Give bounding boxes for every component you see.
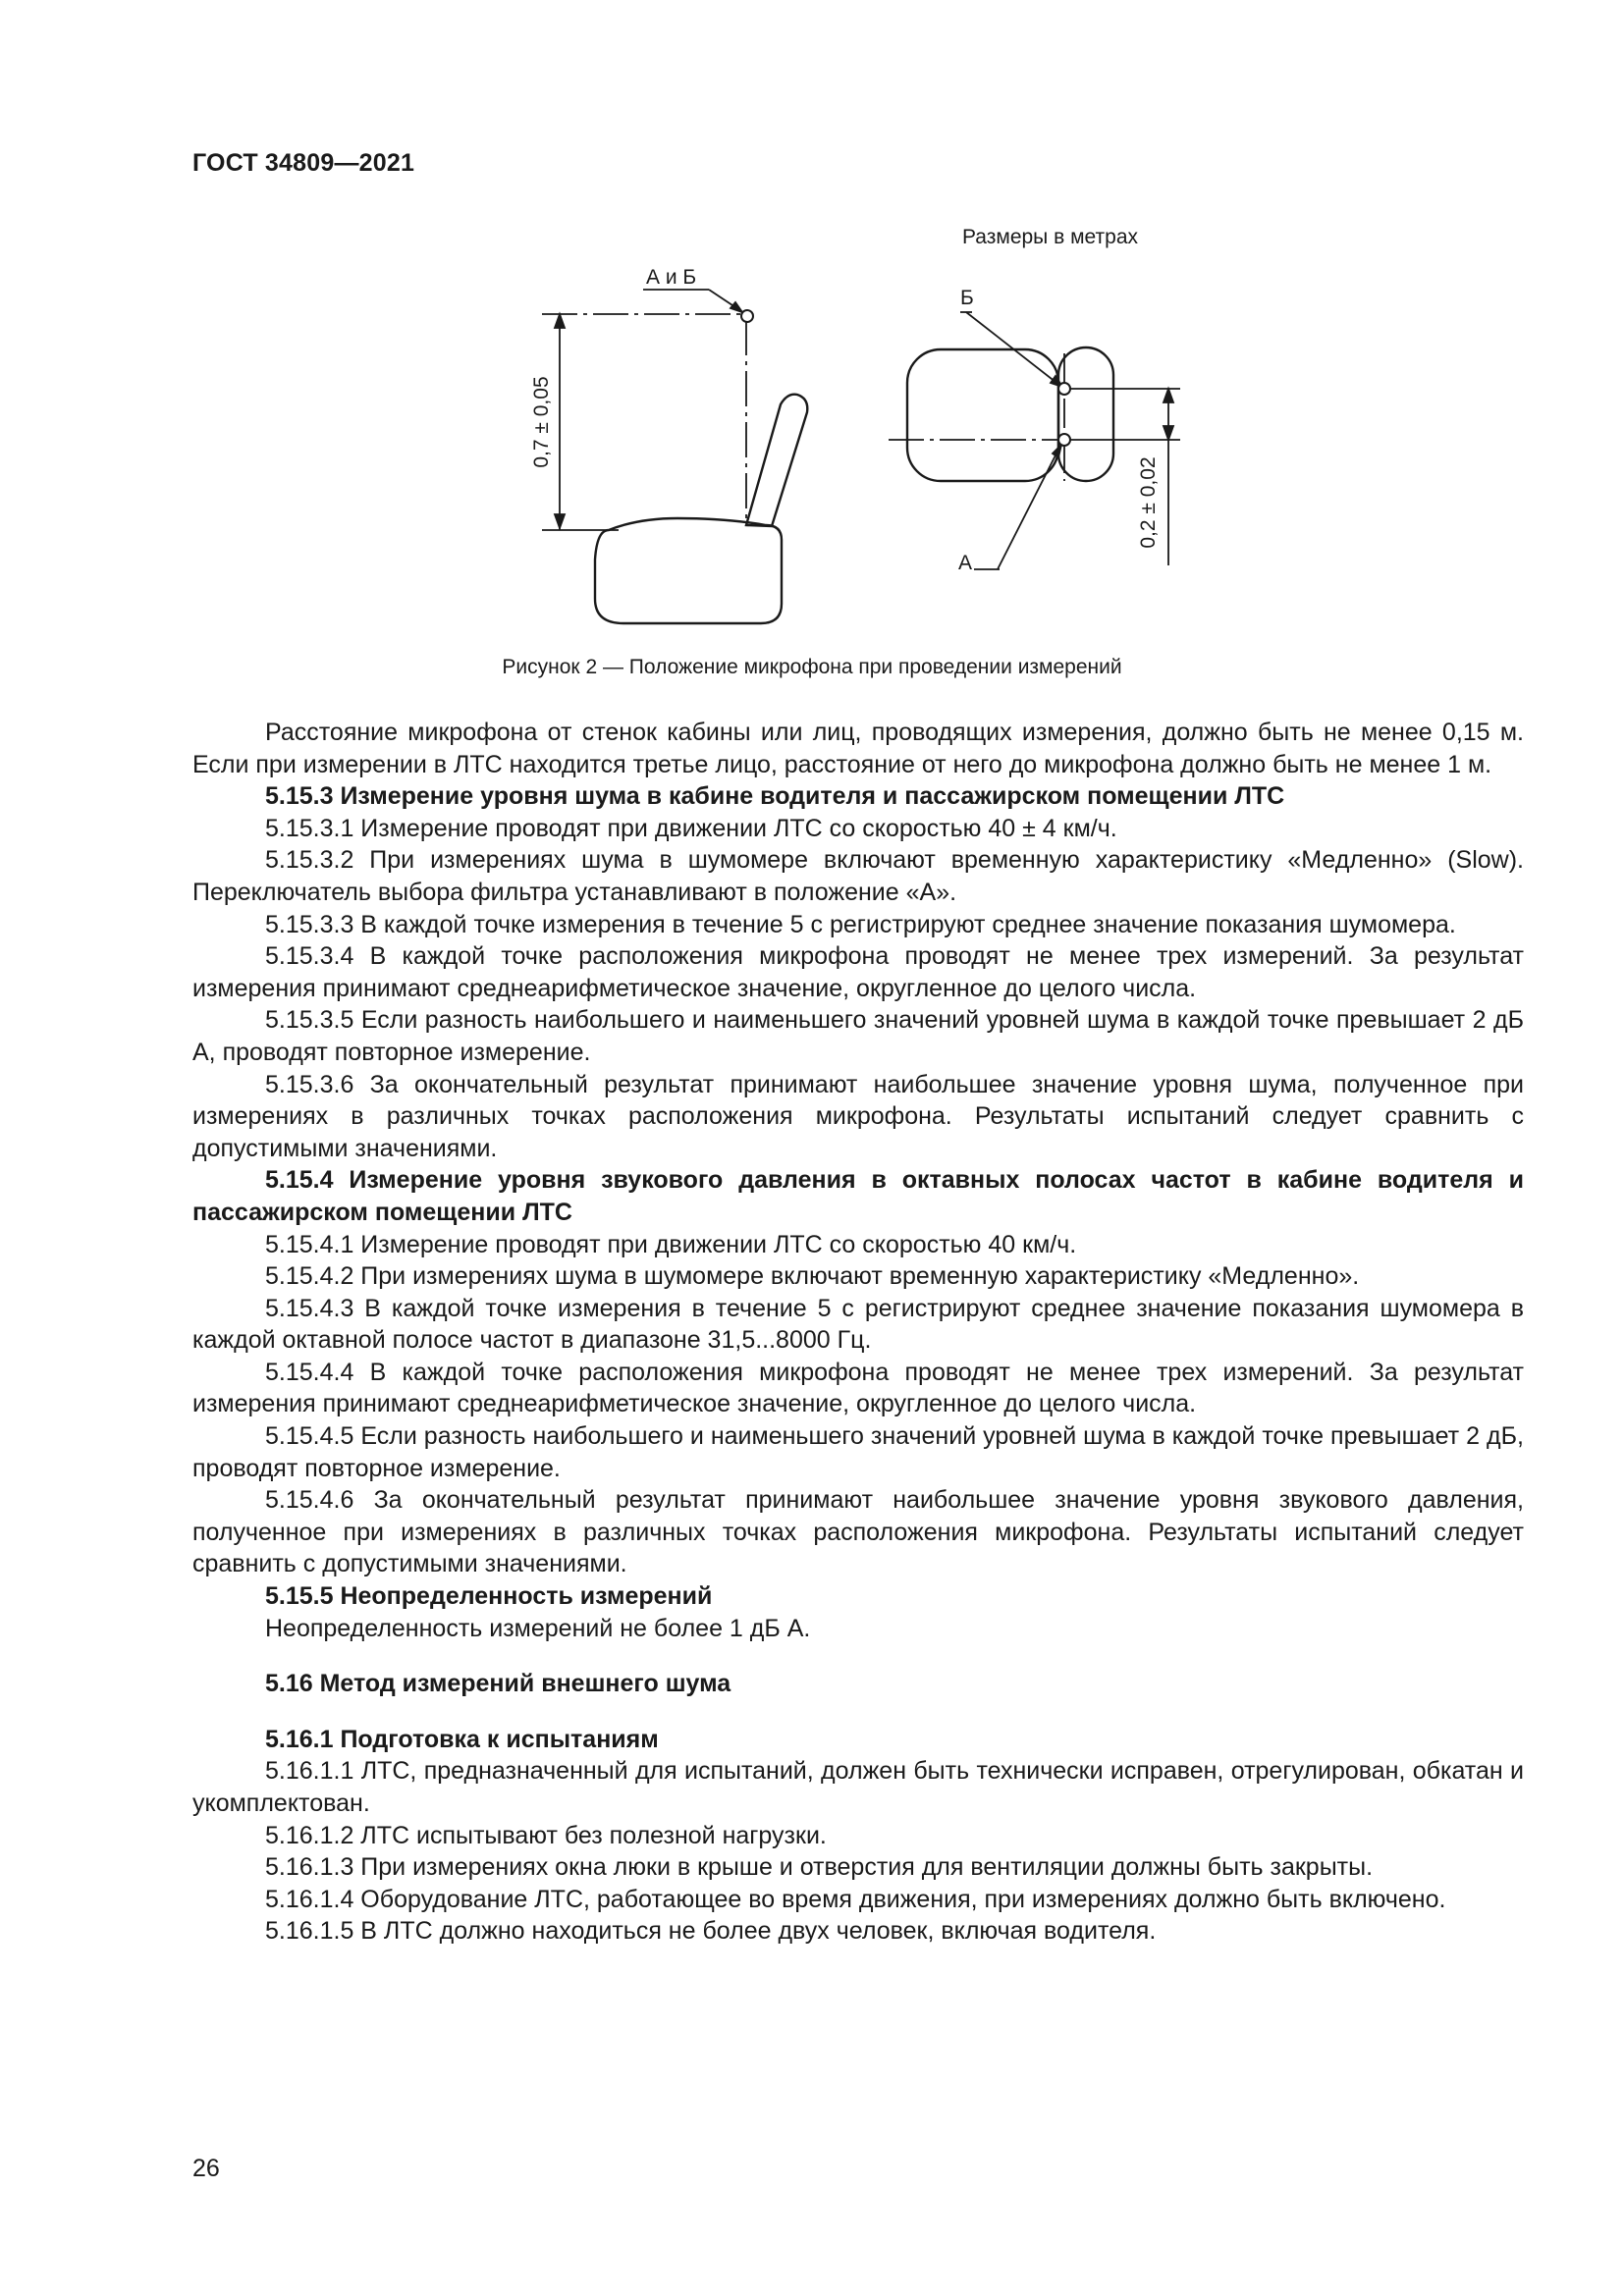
section-heading: 5.15.4 Измерение уровня звукового давления в октавных полосах частот в кабине водителя и пассажирском помещении ЛТС xyxy=(192,1166,1524,1226)
document-body xyxy=(192,717,1524,1948)
dim-arrow-top xyxy=(555,314,565,328)
paragraph: 5.15.3.1 Измерение проводят при движении ЛТС со скоростью 40 ± 4 км/ч. xyxy=(265,814,1117,842)
paragraph: 5.16.1.2 ЛТС испытывают без полезной нагрузки. xyxy=(265,1821,827,1849)
figure-units-note: Размеры в метрах xyxy=(962,226,1138,248)
section-heading: 5.16 Метод измерений внешнего шума xyxy=(265,1670,731,1698)
page-number: 26 xyxy=(192,2155,220,2182)
document-header: ГОСТ 34809—2021 xyxy=(192,149,415,177)
paragraph: Расстояние микрофона от стенок кабины или лиц, проводящих измерения, должно быть не менее 0,15 м. Если при измерении в ЛТС находится третье лицо, расстояние от него до микрофона должно быть не менее 1 м. xyxy=(192,719,1524,778)
paragraph: 5.15.4.6 За окончательный результат принимают наибольшее значение уровня звукового давления, полученное при измерениях в различных точках расположения микрофона. Результаты испытаний следует сравнить с допустимыми значениями. xyxy=(192,1486,1524,1578)
microphone-point-a-and-b xyxy=(741,310,753,322)
leader-a xyxy=(998,446,1060,569)
microphone-position-figure xyxy=(481,245,1188,638)
paragraph: 5.15.4.1 Измерение проводят при движении ЛТС со скоростью 40 км/ч. xyxy=(265,1230,1077,1258)
paragraph: 5.15.3.6 За окончательный результат принимают наибольшее значение уровня шума, полученное при измерениях в различных точках расположения микрофона. Результаты испытаний следует сравнить с допустимыми значениями. xyxy=(192,1070,1524,1162)
paragraph: 5.15.4.2 При измерениях шума в шумомере включают временную характеристику «Медленно». xyxy=(265,1262,1360,1291)
label-a-and-b: А и Б xyxy=(646,266,697,289)
seat-backrest-top xyxy=(1058,347,1113,481)
paragraph: 5.15.3.3 В каждой точке измерения в течение 5 с регистрируют среднее значение показания шумомера. xyxy=(265,910,1456,938)
paragraph: 5.15.4.5 Если разность наибольшего и наименьшего значений уровней шума в каждой точке превышает 2 дБ, проводят повторное измерение. xyxy=(192,1422,1524,1482)
figure-caption: Рисунок 2 — Положение микрофона при проведении измерений xyxy=(502,656,1122,678)
dimension-height-label: 0,7 ± 0,05 xyxy=(530,376,553,468)
paragraph: 5.15.4.4 В каждой точке расположения микрофона проводят не менее трех измерений. За результат измерения принимают среднеарифметическое значение, округленное до целого числа. xyxy=(192,1358,1524,1418)
paragraph: Неопределенность измерений не более 1 дБ А. xyxy=(265,1614,811,1642)
paragraph: 5.15.3.2 При измерениях шума в шумомере включают временную характеристику «Медленно» (Slow). Переключатель выбора фильтра устанавливают в положение «А». xyxy=(192,846,1524,906)
paragraph: 5.16.1.5 В ЛТС должно находиться не более двух человек, включая водителя. xyxy=(265,1917,1157,1946)
paragraph: 5.16.1.4 Оборудование ЛТС, работающее во время движения, при измерениях должно быть включено. xyxy=(265,1885,1446,1913)
dimension-offset-label: 0,2 ± 0,02 xyxy=(1137,456,1160,549)
section-heading: 5.15.5 Неопределенность измерений xyxy=(265,1582,713,1611)
label-a: А xyxy=(958,552,973,574)
microphone-point-b xyxy=(1058,383,1070,395)
paragraph: 5.15.3.4 В каждой точке расположения микрофона проводят не менее трех измерений. За результат измерения принимают среднеарифметическое значение, округленное до целого числа. xyxy=(192,942,1524,1002)
paragraph: 5.16.1.1 ЛТС, предназначенный для испытаний, должен быть технически исправен, отрегулирован, обкатан и укомплектован. xyxy=(192,1757,1524,1817)
seat-cushion-top xyxy=(907,349,1058,481)
section-heading: 5.16.1 Подготовка к испытаниям xyxy=(265,1725,659,1753)
section-heading: 5.15.3 Измерение уровня шума в кабине водителя и пассажирском помещении ЛТС xyxy=(265,782,1285,811)
microphone-point-a xyxy=(1058,434,1070,446)
label-b: Б xyxy=(960,287,974,309)
seat-cushion-side xyxy=(595,518,782,623)
paragraph: 5.15.3.5 Если разность наибольшего и наименьшего значений уровней шума в каждой точке превышает 2 дБ А, проводят повторное измерение. xyxy=(192,1006,1524,1066)
seat-backrest-side xyxy=(746,395,807,526)
dim-arrow-bottom xyxy=(555,514,565,528)
paragraph: 5.15.4.3 В каждой точке измерения в течение 5 с регистрируют среднее значение показания шумомера в каждой октавной полосе частот в диапазоне 31,5...8000 Гц. xyxy=(192,1294,1524,1355)
paragraph: 5.16.1.3 При измерениях окна люки в крыше и отверстия для вентиляции должны быть закрыты. xyxy=(265,1853,1374,1882)
